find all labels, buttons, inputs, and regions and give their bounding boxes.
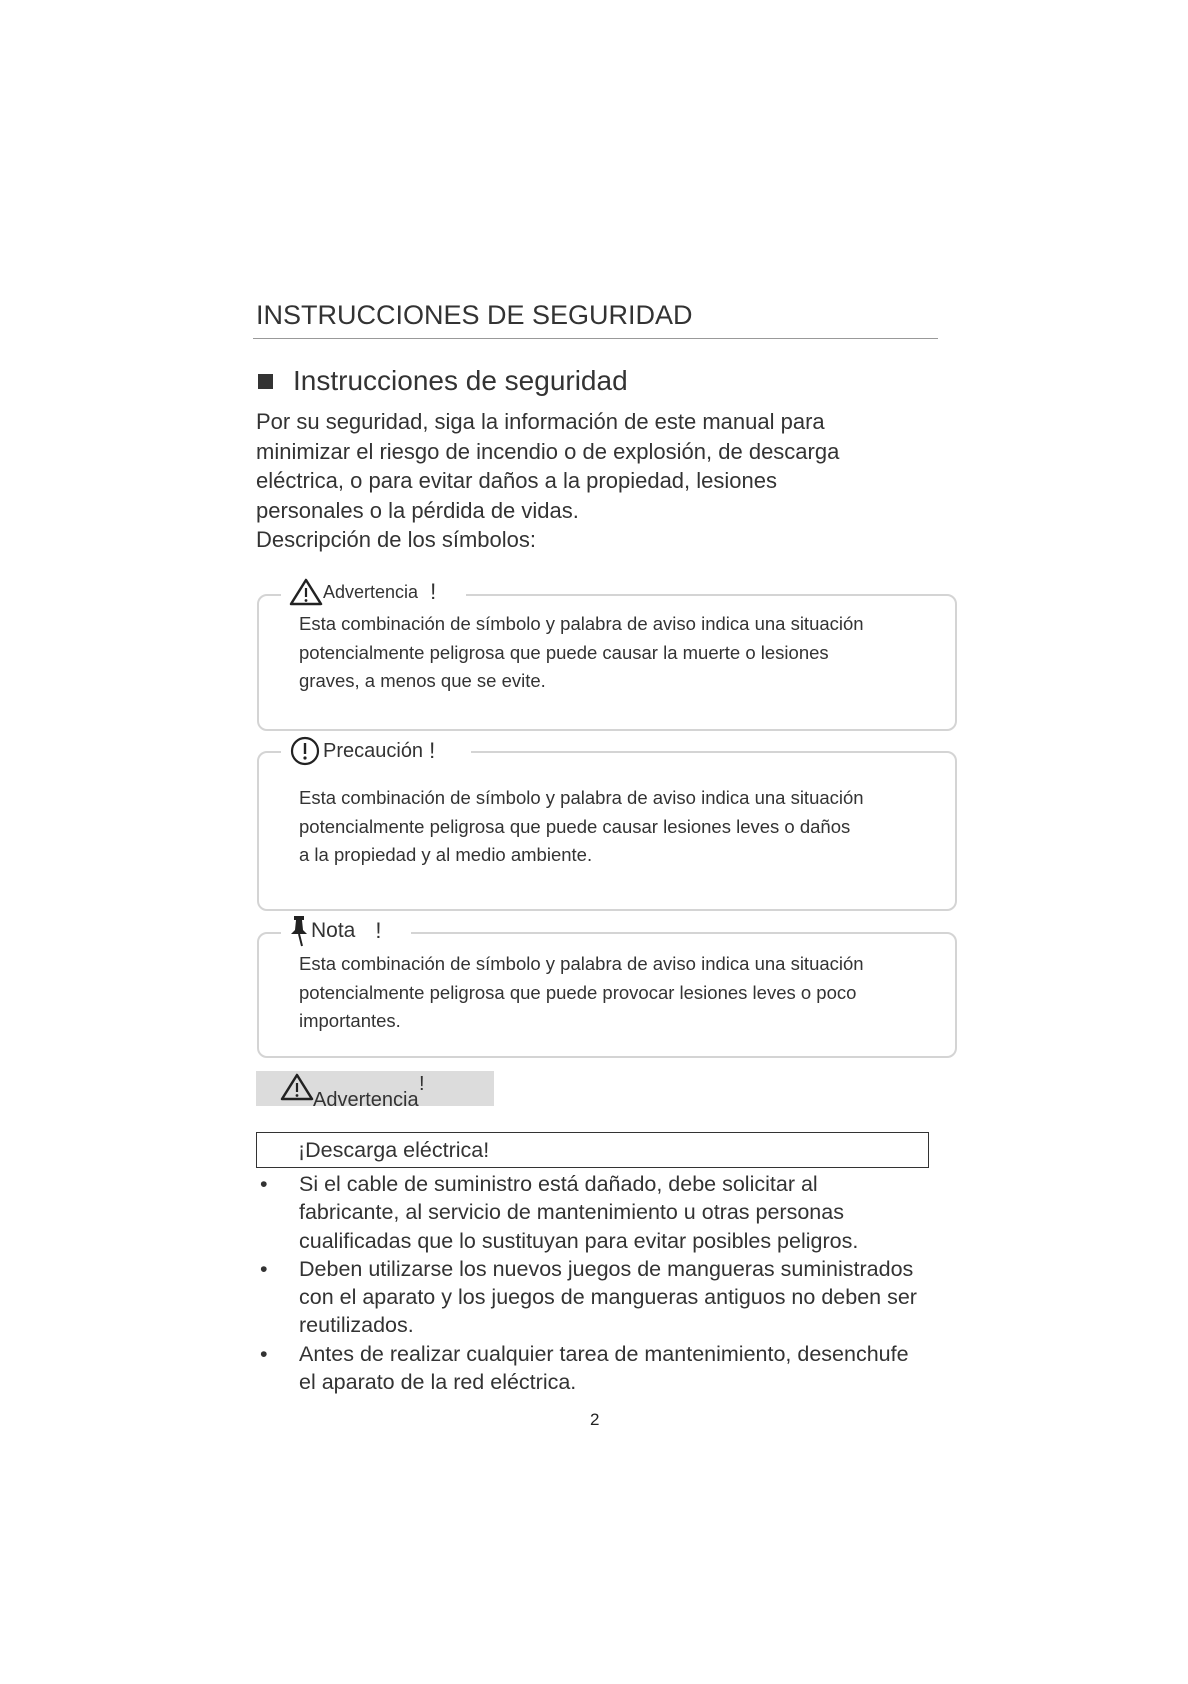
heading (258, 365, 628, 397)
intro-line: eléctrica, o para evitar daños a la propiedad, lesiones (256, 468, 777, 494)
text-line: a la propiedad y al medio ambiente. (299, 844, 593, 865)
caution-text (299, 784, 864, 870)
warning-triangle-icon (280, 1073, 314, 1101)
warning-banner (256, 1071, 494, 1111)
electric-shock-title: ¡Descarga eléctrica! (298, 1138, 490, 1162)
note-box-header (281, 914, 411, 948)
pushpin-icon (289, 914, 311, 948)
title-divider (253, 338, 938, 339)
text-line: importantes. (299, 1010, 401, 1031)
heading-text: Instrucciones de seguridad (293, 365, 628, 396)
bullet-list (256, 1170, 917, 1396)
intro-line: Descripción de los símbolos: (256, 527, 537, 553)
text-line: Deben utilizarse los nuevos juegos de mangueras suministrados (299, 1256, 914, 1281)
text-line: Antes de realizar cualquier tarea de mantenimiento, desenchufe (299, 1341, 909, 1366)
text-line: Si el cable de suministro está dañado, debe solicitar al (299, 1172, 818, 1196)
exclamation-mark: ! (430, 579, 437, 604)
exclamation-mark: ! (375, 918, 382, 943)
intro-line: minimizar el riesgo de incendio o de explosión, de descarga (256, 438, 840, 464)
list-item (256, 1170, 917, 1255)
text-line: fabricante, al servicio de mantenimiento u otras personas (299, 1200, 844, 1225)
text-line: potencialmente peligrosa que puede causar la muerte o lesiones (299, 641, 829, 663)
caution-label: Precaución (323, 739, 424, 762)
list-item (256, 1340, 917, 1397)
text-line: el aparato de la red eléctrica. (299, 1370, 577, 1395)
caution-box-header (281, 735, 471, 767)
intro-line: personales o la pérdida de vidas. (256, 497, 579, 523)
note-text (299, 950, 864, 1036)
text-line: graves, a menos que se evite. (299, 670, 546, 691)
note-box (257, 918, 957, 1058)
bullet-icon: • (260, 1172, 268, 1196)
section-title: INSTRUCCIONES DE SEGURIDAD (256, 300, 693, 330)
intro-line: Por su seguridad, siga la información de este manual para (256, 409, 825, 434)
text-line: Esta combinación de símbolo y palabra de aviso indica una situación (299, 953, 864, 974)
text-line: con el aparato y los juegos de mangueras antiguos no deben ser (299, 1285, 917, 1310)
text-line: Esta combinación de símbolo y palabra de aviso indica una situación (299, 787, 864, 808)
list-item (256, 1255, 917, 1340)
warning-banner-label: Advertencia (313, 1089, 419, 1111)
intro-paragraph (256, 407, 839, 555)
note-label: Nota (311, 919, 356, 942)
square-bullet-icon (258, 374, 273, 389)
electric-shock-box (256, 1132, 929, 1168)
text-line: reutilizados. (299, 1313, 414, 1338)
warning-box (257, 579, 957, 731)
exclamation-mark: ! (419, 1073, 425, 1095)
text-line: potencialmente peligrosa que puede provocar lesiones leves o poco (299, 981, 857, 1003)
caution-box (257, 738, 957, 911)
exclamation-mark: ! (429, 738, 436, 763)
caution-circle-icon (289, 735, 321, 767)
bullet-icon: • (260, 1341, 268, 1366)
page-number: 2 (590, 1410, 600, 1429)
warning-label: Advertencia (323, 581, 419, 602)
bullet-icon: • (260, 1256, 268, 1281)
text-line: potencialmente peligrosa que puede causar lesiones leves o daños (299, 815, 851, 837)
warning-text (299, 610, 864, 696)
text-line: cualificadas que lo sustituyan para evitar posibles peligros. (299, 1228, 859, 1253)
warning-triangle-icon (289, 578, 323, 606)
warning-box-header (281, 578, 466, 606)
text-line: Esta combinación de símbolo y palabra de aviso indica una situación (299, 613, 864, 634)
